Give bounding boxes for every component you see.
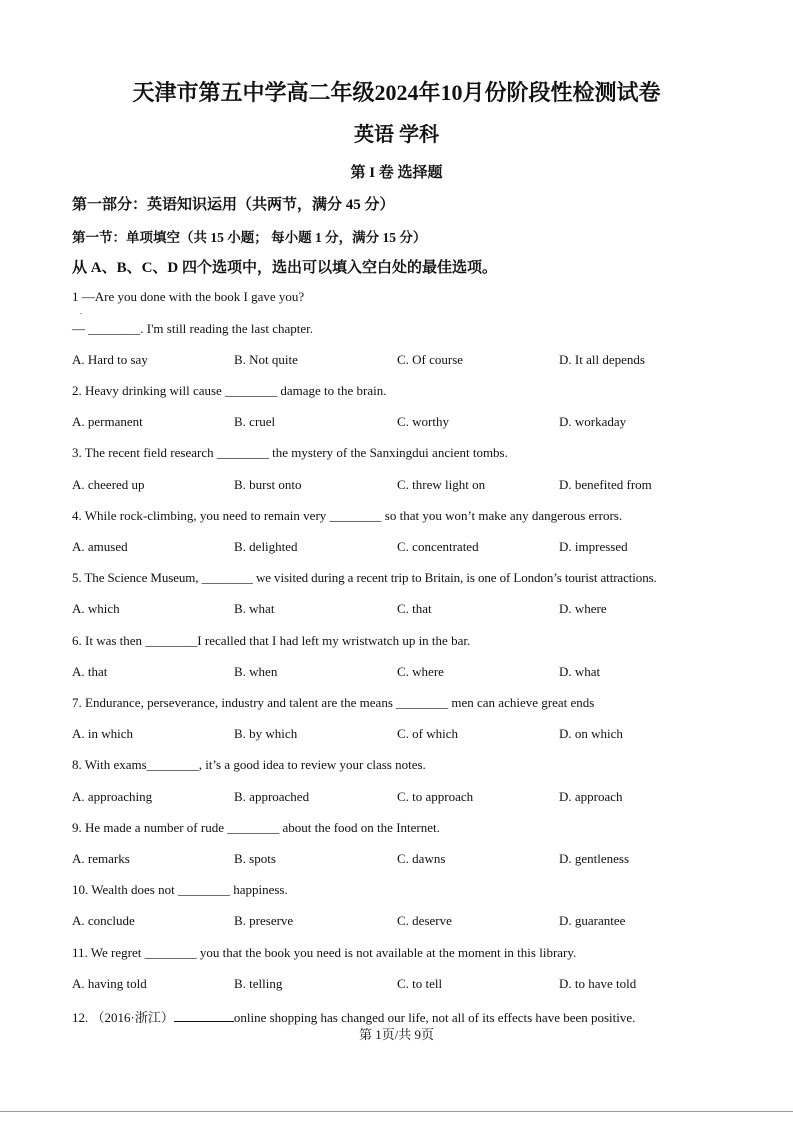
q7-option-b: B. by which bbox=[234, 726, 298, 741]
q11-option-c: C. to tell bbox=[397, 976, 443, 991]
q6-option-b: B. when bbox=[234, 664, 278, 679]
question-12-number: 12. （2016·浙江） bbox=[72, 1010, 174, 1025]
q8-option-c: C. to approach bbox=[397, 789, 474, 804]
q10-option-c: C. deserve bbox=[397, 913, 452, 928]
q11-option-a: A. having told bbox=[72, 976, 147, 991]
q5-option-d: D. where bbox=[559, 601, 607, 616]
q5-option-b: B. what bbox=[234, 601, 275, 616]
q2-option-c: C. worthy bbox=[397, 414, 449, 429]
page-bottom-rule bbox=[0, 1111, 793, 1112]
q3-option-d: D. benefited from bbox=[559, 477, 652, 492]
instruction-text: 从 A、B、C、D 四个选项中，选出可以填入空白处的最佳选项。 bbox=[72, 260, 498, 276]
q7-option-c: C. of which bbox=[397, 726, 459, 741]
q1-option-b: B. Not quite bbox=[234, 352, 298, 367]
question-3: 3. The recent field research ________ the mystery of the Sanxingdui ancient tombs. bbox=[72, 445, 508, 460]
q8-option-d: D. approach bbox=[559, 789, 623, 804]
question-6: 6. It was then ________I recalled that I had left my wristwatch up in the bar. bbox=[72, 633, 471, 648]
q3-option-a: A. cheered up bbox=[72, 477, 145, 492]
subject-title: 英语 学科 bbox=[354, 124, 439, 146]
q3-option-c: C. threw light on bbox=[397, 477, 486, 492]
question-12-text: online shopping has changed our life, not all of its effects have been positive. bbox=[233, 1010, 636, 1025]
q2-option-a: A. permanent bbox=[72, 414, 143, 429]
q1-option-c: C. Of course bbox=[397, 352, 464, 367]
q10-option-b: B. preserve bbox=[234, 913, 294, 928]
q6-option-a: A. that bbox=[72, 664, 108, 679]
q6-option-c: C. where bbox=[397, 664, 444, 679]
q1-option-d: D. It all depends bbox=[559, 352, 645, 367]
q11-option-d: D. to have told bbox=[559, 976, 637, 991]
volume-title: 第 I 卷 选择题 bbox=[350, 165, 443, 181]
q10-option-d: D. guarantee bbox=[559, 913, 626, 928]
question-5: 5. The Science Museum, ________ we visited during a recent trip to Britain, is one of London’s tourist attractions. bbox=[72, 570, 657, 585]
q9-option-a: A. remarks bbox=[72, 851, 130, 866]
q5-option-c: C. that bbox=[397, 601, 432, 616]
q9-option-b: B. spots bbox=[234, 851, 276, 866]
q8-option-a: A. approaching bbox=[72, 789, 153, 804]
q4-option-a: A. amused bbox=[72, 539, 128, 554]
question-1-line2: — ________. I'm still reading the last chapter. bbox=[72, 321, 313, 336]
q10-option-a: A. conclude bbox=[72, 913, 135, 928]
question-8: 8. With exams________, it’s a good idea to review your class notes. bbox=[72, 757, 426, 772]
section-heading: 第一节：单项填空（共 15 小题； 每小题 1 分，满分 15 分） bbox=[72, 230, 427, 245]
q2-option-b: B. cruel bbox=[234, 414, 276, 429]
q8-option-b: B. approached bbox=[234, 789, 310, 804]
q5-option-a: A. which bbox=[72, 601, 120, 616]
part-heading: 第一部分：英语知识运用（共两节，满分 45 分） bbox=[72, 197, 395, 213]
q6-option-d: D. what bbox=[559, 664, 601, 679]
exam-title: 天津市第五中学高二年级2024年10月份阶段性检测试卷 bbox=[132, 80, 661, 105]
q4-option-b: B. delighted bbox=[234, 539, 298, 554]
answer-blank bbox=[174, 1009, 234, 1022]
question-7: 7. Endurance, perseverance, industry and talent are the means ________ men can achieve great ends bbox=[72, 695, 595, 710]
question-11: 11. We regret ________ you that the book you need is not available at the moment in this library. bbox=[72, 945, 577, 960]
question-1-line1: 1 —Are you done with the book I gave you? bbox=[72, 289, 305, 304]
q1-option-a: A. Hard to say bbox=[72, 352, 148, 367]
q9-option-c: C. dawns bbox=[397, 851, 446, 866]
q7-option-a: A. in which bbox=[72, 726, 134, 741]
q3-option-b: B. burst onto bbox=[234, 477, 302, 492]
q9-option-d: D. gentleness bbox=[559, 851, 630, 866]
q4-option-d: D. impressed bbox=[559, 539, 628, 554]
question-9: 9. He made a number of rude ________ about the food on the Internet. bbox=[72, 820, 440, 835]
q11-option-b: B. telling bbox=[234, 976, 283, 991]
question-2: 2. Heavy drinking will cause ________ damage to the brain. bbox=[72, 383, 387, 398]
question-4: 4. While rock-climbing, you need to remain very ________ so that you won’t make any dangerous errors. bbox=[72, 508, 623, 523]
q2-option-d: D. workaday bbox=[559, 414, 627, 429]
question-10: 10. Wealth does not ________ happiness. bbox=[72, 882, 288, 897]
page-number: 第 1页/共 9页 bbox=[358, 1027, 435, 1042]
q4-option-c: C. concentrated bbox=[397, 539, 479, 554]
q7-option-d: D. on which bbox=[559, 726, 623, 741]
stray-dot: . bbox=[80, 307, 82, 316]
